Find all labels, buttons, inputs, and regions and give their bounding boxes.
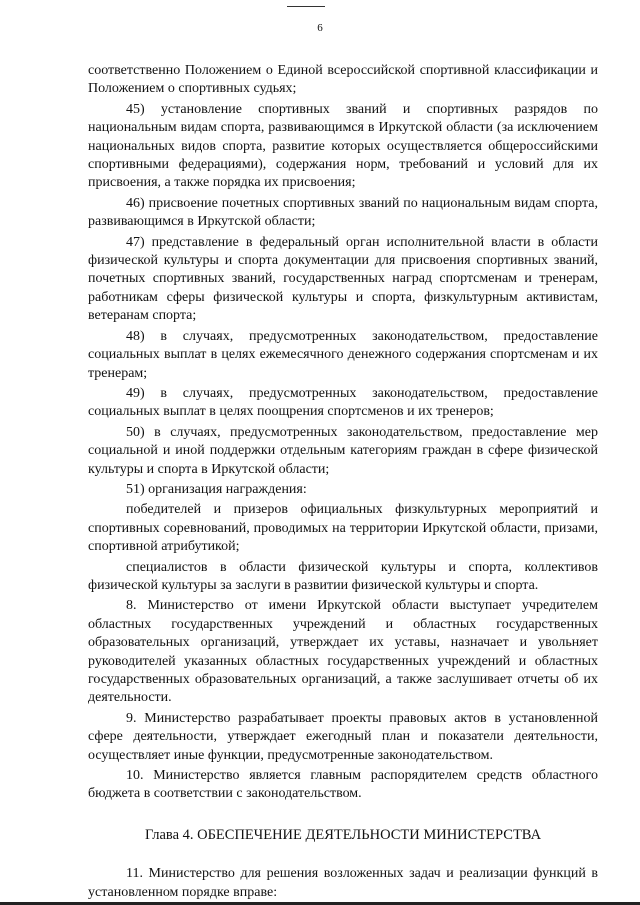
paragraph: 8. Министерство от имени Иркутской области выступает учредителем областных государственных учреждений и областных государственных образовательных организаций, утверждает их уставы, назначает и увольняет руководителей указанных областных государственных учреждений и областных государственных образовательных организаций, а также заслушивает отчеты об их деятельности. bbox=[88, 598, 598, 706]
paragraph: 45) установление спортивных званий и спортивных разрядов по национальным видам спорта, развивающимся в Иркутской области (за исключением национальных видов спорта, развитие которых осуществляется общероссийскими спортивными федерациями), содержания норм, требований и условий для их присвоения, а также порядка их присвоения; bbox=[88, 101, 598, 191]
paragraph: 10. Министерство является главным распорядителем средств областного бюджета в соответствии с законодательством. bbox=[88, 768, 598, 802]
document-body bbox=[88, 62, 598, 902]
paragraph: 48) в случаях, предусмотренных законодательством, предоставление социальных выплат в целях ежемесячного денежного содержания спортсменам и их тренерам; bbox=[88, 328, 598, 381]
top-rule bbox=[287, 6, 325, 7]
paragraph: 46) присвоение почетных спортивных званий по национальным видам спорта, развивающимся в Иркутской области; bbox=[88, 195, 598, 230]
paragraph: 47) представление в федеральный орган исполнительной власти в области физической культуры и спорта документации для присвоения спортивных званий, почетных спортивных званий, государственных наград спортсменам и тренерам, работникам сферы физической культуры и спорта, физкультурным активистам, ветеранам спорта; bbox=[88, 234, 598, 324]
paragraph: специалистов в области физической культуры и спорта, коллективов физической культуры за заслуги в развитии физической культуры и спорта. bbox=[88, 559, 598, 593]
paragraph: 51) организация награждения: bbox=[126, 481, 307, 497]
paragraph: соответственно Положением о Единой всероссийской спортивной классификации и Положением о спортивных судьях; bbox=[88, 63, 598, 97]
chapter-heading: Глава 4. ОБЕСПЕЧЕНИЕ ДЕЯТЕЛЬНОСТИ МИНИСТЕРСТВА bbox=[144, 826, 542, 843]
paragraph: 49) в случаях, предусмотренных законодательством, предоставление социальных выплат в целях поощрения спортсменов и их тренеров; bbox=[88, 385, 598, 420]
paragraph: победителей и призеров официальных физкультурных мероприятий и спортивных соревнований, проводимых на территории Иркутской области, призами, спортивной атрибутикой; bbox=[88, 502, 598, 555]
page-number: 6 bbox=[317, 22, 323, 34]
paragraph: 50) в случаях, предусмотренных законодательством, предоставление мер социальной и иной поддержки отдельным категориям граждан в сфере физической культуры и спорта в Иркутской области; bbox=[88, 424, 598, 477]
paragraph: 11. Министерство для решения возложенных задач и реализации функций в установленном порядке вправе: bbox=[88, 866, 598, 900]
paragraph: 9. Министерство разрабатывает проекты правовых актов в установленной сфере деятельности, утверждает ежегодный план и показатели деятельности, осуществляет иные функции, предусмотренные законодательством. bbox=[88, 710, 598, 763]
